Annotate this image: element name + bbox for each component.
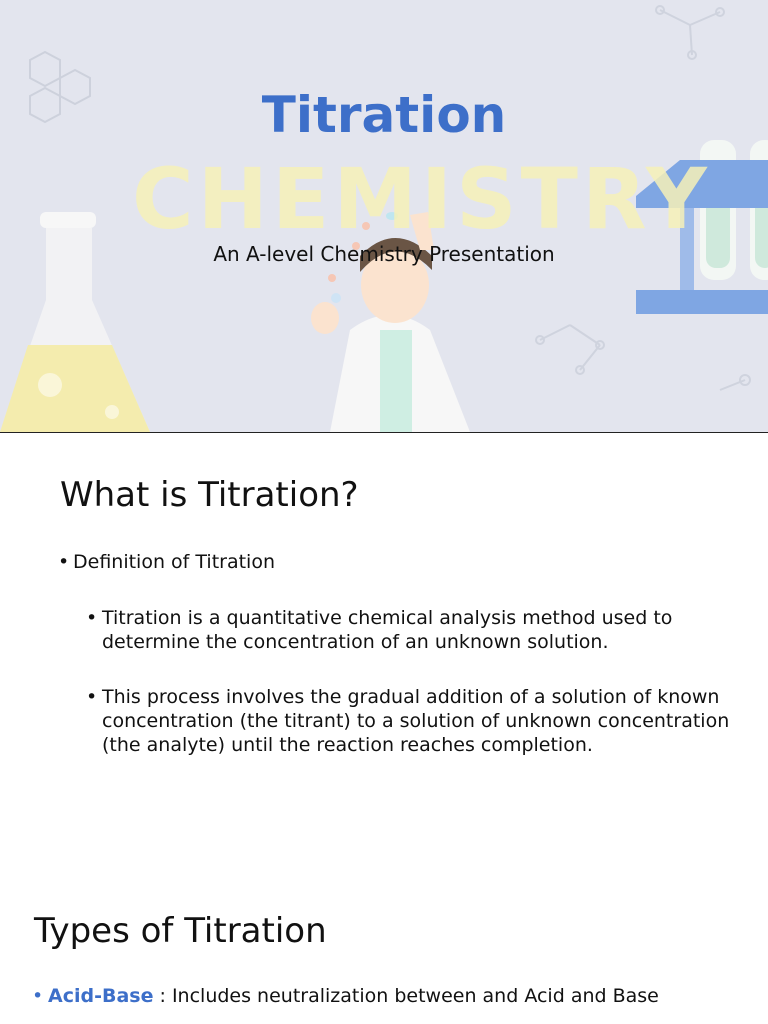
title-slide: [0, 0, 768, 433]
presentation-subtitle: An A-level Chemistry Presentation: [213, 242, 555, 266]
type-item: [32, 984, 752, 1008]
bullet-dot-icon: •: [86, 686, 98, 708]
molecule-right-top: [656, 6, 724, 59]
presentation-title: Titration: [261, 86, 507, 144]
bullet-text: Titration is a quantitative chemical analysis method used to determine the concentration of an unknown solution.: [102, 607, 673, 653]
bullet-text: This process involves the gradual addition of a solution of known concentration (the titrant) to a solution of unknown concentration (the analyte) until the reaction reaches completion.: [102, 686, 730, 756]
bullet-level2: [86, 685, 736, 757]
type-separator: :: [153, 985, 172, 1007]
type-description: Includes neutralization between and Acid and Base: [171, 985, 659, 1007]
slide-heading: Types of Titration: [34, 911, 327, 951]
bullet-level1: [58, 550, 275, 574]
types-slide: [0, 863, 768, 1024]
type-item-text: [32, 984, 752, 1008]
type-term: Acid-Base: [48, 985, 154, 1007]
bullet-level2: [86, 606, 726, 654]
bullet-dot-icon: •: [86, 607, 98, 629]
bullet-dot-icon: •: [32, 985, 44, 1007]
chemistry-background-word: CHEMISTRY: [132, 150, 711, 248]
molecule-right-bottom: [536, 325, 750, 390]
bullet-dot-icon: •: [58, 551, 70, 573]
definition-slide: [0, 433, 768, 863]
slide-heading: What is Titration?: [60, 475, 359, 515]
bullet-text: Definition of Titration: [73, 551, 275, 573]
